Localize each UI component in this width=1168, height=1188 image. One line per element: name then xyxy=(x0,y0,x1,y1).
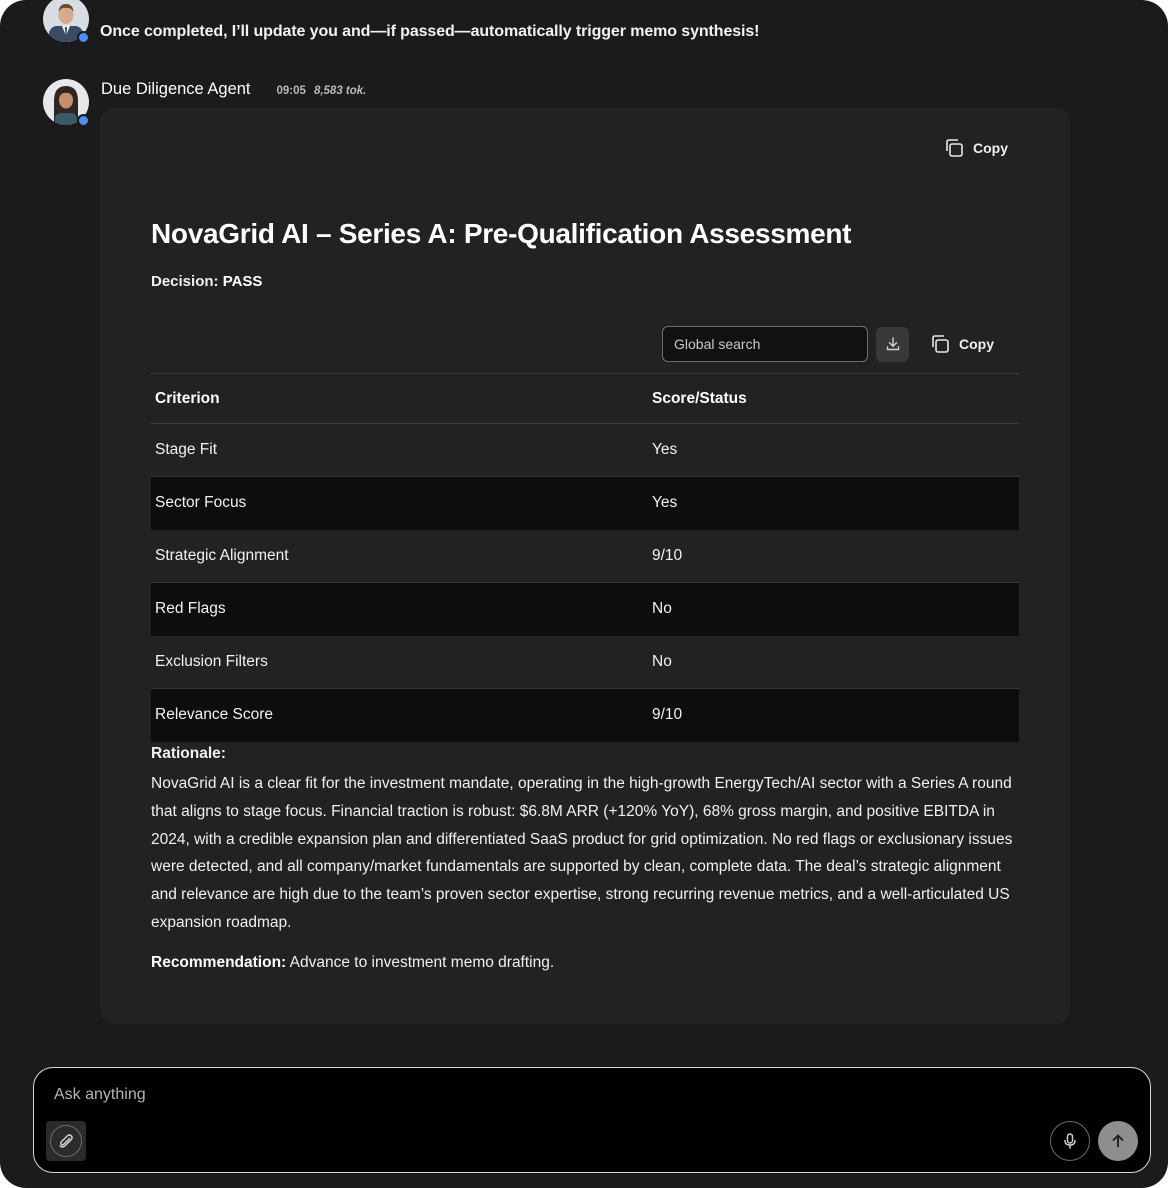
column-header-score[interactable]: Score/Status xyxy=(648,374,1019,424)
message-input[interactable] xyxy=(54,1082,954,1108)
table-row xyxy=(151,477,1019,530)
assessment-table xyxy=(151,373,1019,742)
download-table-button[interactable] xyxy=(876,327,909,362)
column-header-criterion[interactable]: Criterion xyxy=(151,374,648,424)
send-message-button[interactable] xyxy=(1098,1121,1138,1161)
table-toolbar xyxy=(662,326,994,362)
table-row xyxy=(151,530,1019,583)
token-count: 8,583 tok. xyxy=(313,85,367,97)
table-header-row xyxy=(151,374,1019,424)
online-status-dot xyxy=(77,31,90,44)
decision-line xyxy=(151,273,262,290)
message-timestamp: 09:05 xyxy=(276,85,306,97)
rationale-section xyxy=(151,744,1021,937)
global-search-input[interactable] xyxy=(662,326,868,362)
cell-score: 9/10 xyxy=(648,530,1019,583)
table-row xyxy=(151,689,1019,742)
table-row xyxy=(151,583,1019,636)
agent-message-header xyxy=(101,80,366,99)
recommendation-line xyxy=(151,954,554,972)
cell-criterion: Stage Fit xyxy=(151,424,648,477)
cell-criterion: Red Flags xyxy=(151,583,648,636)
response-title: NovaGrid AI – Series A: Pre-Qualification Assessment xyxy=(151,218,852,249)
recommendation-label: Recommendation: xyxy=(151,954,287,971)
cell-score: 9/10 xyxy=(648,689,1019,742)
cell-criterion: Strategic Alignment xyxy=(151,530,648,583)
decision-label: Decision: xyxy=(151,273,219,290)
attach-file-button[interactable] xyxy=(46,1121,86,1161)
download-icon xyxy=(885,336,901,352)
copy-response-label: Copy xyxy=(973,140,1008,156)
rationale-text: NovaGrid AI is a clear fit for the investment mandate, operating in the high-growth EnergyTech/AI sector with a Series A round that aligns to stage focus. Financial traction is robust: $6.8M ARR (+120% YoY), 68% gross margin, and positive EBITDA in 2024, with a credible expansion plan and differentiated SaaS product for grid optimization. No red flags or exclusionary issues were detected, and all company/market fundamentals are supported by clean, complete data. The deal’s strategic alignment and relevance are high due to the team’s proven sector expertise, strong recurring revenue metrics, and a well-articulated US expansion roadmap. xyxy=(151,775,1013,931)
rationale-label: Rationale: xyxy=(151,745,226,762)
paperclip-icon xyxy=(57,1132,75,1150)
copy-table-button[interactable] xyxy=(929,333,994,355)
cell-score: Yes xyxy=(648,477,1019,530)
user-message-text: Once completed, I’ll update you and—if passed—automatically trigger memo synthesis! xyxy=(100,23,760,40)
copy-icon xyxy=(929,333,951,355)
table-row xyxy=(151,424,1019,477)
decision-value: PASS xyxy=(222,273,263,290)
recommendation-text: Advance to investment memo drafting. xyxy=(289,954,555,971)
cell-score: No xyxy=(648,583,1019,636)
agent-avatar xyxy=(43,79,89,125)
copy-icon xyxy=(943,137,965,159)
table-row xyxy=(151,636,1019,689)
message-composer xyxy=(33,1067,1151,1173)
user-avatar xyxy=(43,0,89,42)
cell-criterion: Exclusion Filters xyxy=(151,636,648,689)
online-status-dot xyxy=(77,114,90,127)
cell-score: No xyxy=(648,636,1019,689)
cell-criterion: Relevance Score xyxy=(151,689,648,742)
voice-input-button[interactable] xyxy=(1050,1121,1090,1161)
microphone-icon xyxy=(1061,1132,1079,1150)
cell-score: Yes xyxy=(648,424,1019,477)
agent-name: Due Diligence Agent xyxy=(101,80,251,98)
arrow-up-icon xyxy=(1110,1133,1126,1149)
attach-button-ring xyxy=(50,1125,82,1157)
copy-response-button[interactable] xyxy=(943,137,1008,159)
copy-table-label: Copy xyxy=(959,336,994,352)
cell-criterion: Sector Focus xyxy=(151,477,648,530)
agent-response-bubble xyxy=(100,108,1070,1024)
